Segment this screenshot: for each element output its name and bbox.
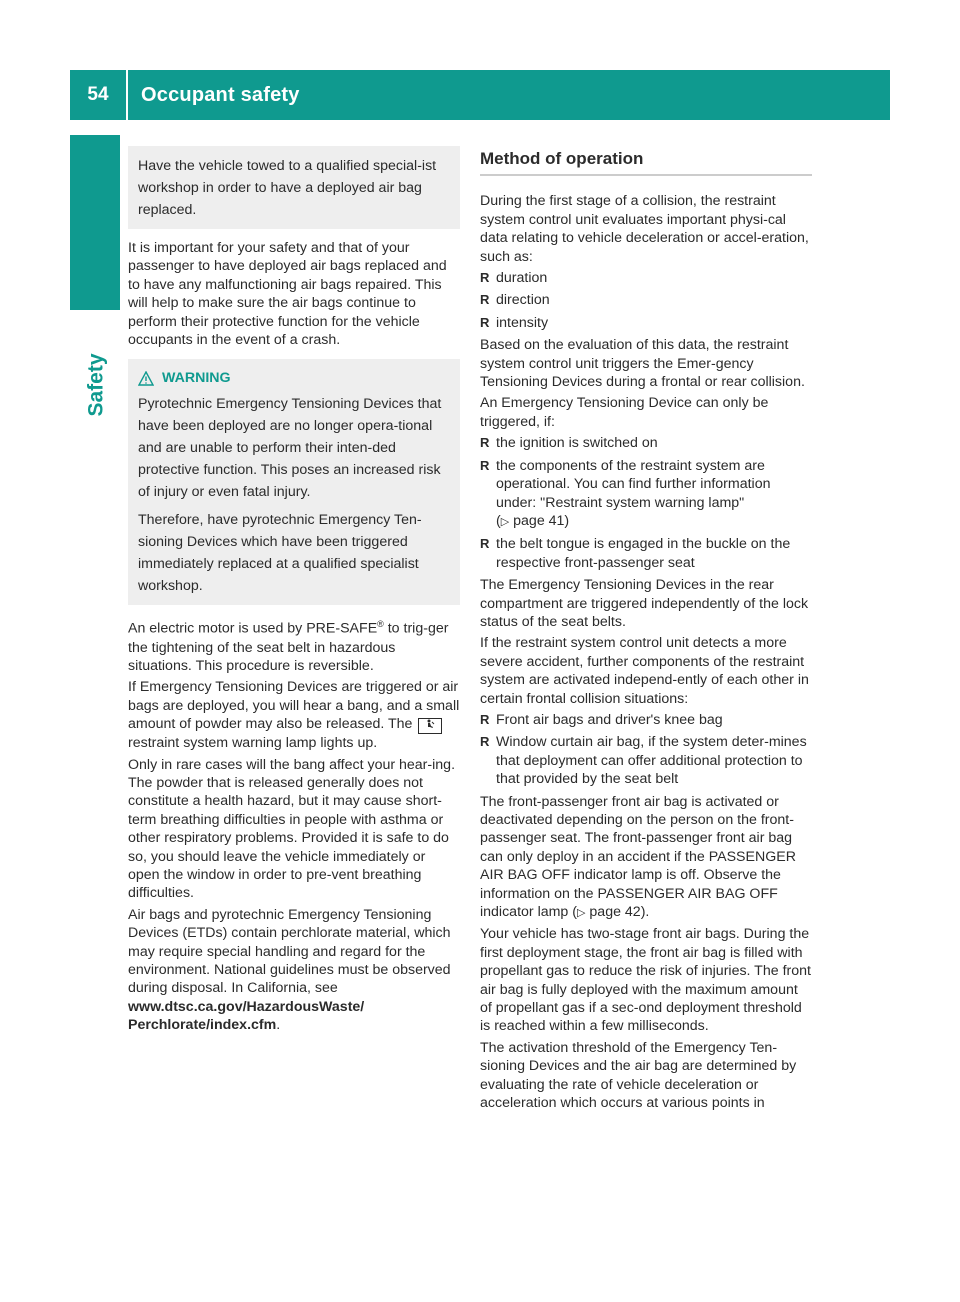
list-parameters <box>480 269 812 332</box>
list-item: R Window curtain air bag, if the system deter-mines that deployment can offer additional protection to that provided by the seat belt <box>480 734 807 788</box>
bang-text-cont: restraint system warning lamp lights up. <box>128 735 378 752</box>
paragraph-activation-threshold: The activation threshold of the Emergency Ten-sioning Devices and the air bag are determined by evaluating the rate of vehicle deceleration or acceleration which occurs at various points in <box>480 1039 797 1112</box>
paragraph-bang <box>128 678 460 752</box>
paragraph-first-stage: During the first stage of a collision, the restraint system control unit evaluates important physi-cal data relating to vehicle deceleration or accel-eration, such as: <box>480 193 809 265</box>
list-conditions <box>480 434 812 572</box>
perchlorate-link[interactable]: www.dtsc.ca.gov/HazardousWaste/ Perchlorate/index.cfm <box>128 998 365 1034</box>
paragraph-passenger-airbag: The front-passenger front air bag is activated or deactivated depending on the person on the front-passenger seat. The front-passenger front air bag can only deploy in an accident if the PASSENGER AIR BAG OFF indicator lamp is off. Observe the information on the PASSENGER AIR BAG OFF indicator lamp (▷ page 42). <box>480 793 796 921</box>
page-ref-42[interactable]: page 42). <box>585 904 650 921</box>
page-ref-41[interactable]: page 41) <box>509 512 570 529</box>
list-item: R the components of the restraint system are operational. You can find further information under: "Restraint system warning lamp" (▷ page 41) <box>480 457 771 529</box>
list-item: R duration <box>480 270 548 287</box>
page-number: 54 <box>87 84 109 105</box>
restraint-system-lamp-icon <box>418 718 442 734</box>
list-item: R the ignition is switched on <box>480 435 658 452</box>
list-components <box>480 711 812 789</box>
paragraph-evaluation: Based on the evaluation of this data, the restraint system control unit triggers the Emer-gency Tensioning Devices during a frontal or rear collision. <box>480 337 805 391</box>
left-column <box>128 146 460 1038</box>
page-title: Occupant safety <box>141 84 300 106</box>
bang-text: If Emergency Tensioning Devices are triggered or air bags are deployed, you will hear a bang, and a small amount of powder may also be released. The <box>128 679 460 733</box>
warning-text-2: Therefore, have pyrotechnic Emergency Ten-sioning Devices which have been triggered immediately replaced at a qualified specialist workshop. <box>138 512 422 595</box>
perchlorate-end: . <box>276 1017 281 1034</box>
perchlorate-text: Air bags and pyrotechnic Emergency Tensioning Devices (ETDs) contain perchlorate material, which may require special handling and regard for the environment. National guidelines must be observed during disposal. In California, see <box>128 906 451 997</box>
warning-box <box>128 359 460 605</box>
paragraph-airbag-replace: It is important for your safety and that of your passenger to have deployed air bags replaced and to have any malfunctioning air bags repaired. This will help to make sure the air bags continue to perform their protective function for the vehicle occupants in the event of a crash. <box>128 240 447 349</box>
paragraph-perchlorate <box>128 906 460 1035</box>
header-divider <box>126 70 128 120</box>
side-section-label: Safety <box>85 353 108 417</box>
warning-title: WARNING <box>162 370 231 387</box>
warning-text-1: Pyrotechnic Emergency Tensioning Devices that have been deployed are no longer opera-tional and are unable to perform their inten-ded protective function. This poses an increased risk of injury or even fatal injury. <box>138 396 442 501</box>
paragraph-severe-accident: If the restraint system control unit detects a more severe accident, further components of the restraint system are activated independ-ently of each other in certain frontal collision situations: <box>480 635 809 707</box>
list-item: R intensity <box>480 314 549 331</box>
list-item: R the belt tongue is engaged in the buckle on the respective front-passenger seat <box>480 536 791 571</box>
pre-safe-text-cont: to trig-ger the tightening of the seat belt in hazardous situations. This procedure is reversible. <box>128 621 449 674</box>
page-ref-arrow-icon: ▷ <box>577 907 586 920</box>
paragraph-rear-compartment: The Emergency Tensioning Devices in the rear compartment are triggered independently of the lock status of the seat belts. <box>480 577 809 630</box>
warning-triangle-icon <box>138 371 154 386</box>
pre-safe-text: An electric motor is used by PRE-SAFE <box>128 621 378 638</box>
paragraph-powder: Only in rare cases will the bang affect your hear-ing. The powder that is released generally does not constitute a health hazard, but it may cause short-term breathing difficulties in people with asthma or other respiratory problems. Provided it is safe to do so, you should leave the vehicle immediately or open the window in order to pre-vent breathing difficulties. <box>128 756 456 902</box>
list-item: R direction <box>480 292 550 309</box>
page-header <box>70 70 890 120</box>
paragraph-two-stage: Your vehicle has two-stage front air bags. During the first deployment stage, the front air bag is filled with propellant gas to reduce the risk of injuries. The front air bag is fully deployed with the maximum amount of propellant gas if a sec-ond deployment threshold is reached within a few milliseconds. <box>480 926 811 1035</box>
side-tab-block <box>70 135 120 310</box>
paragraph-conditions: An Emergency Tensioning Device can only be triggered, if: <box>480 395 769 430</box>
paragraph-pre-safe <box>128 615 460 675</box>
warning-heading <box>138 367 450 389</box>
section-heading: Method of operation <box>480 150 812 176</box>
list-item: R Front air bags and driver's knee bag <box>480 711 723 728</box>
page-ref-arrow-icon: ▷ <box>500 515 510 528</box>
registered-mark: ® <box>377 619 384 630</box>
right-column <box>480 150 812 1116</box>
note-text: Have the vehicle towed to a qualified special-ist workshop in order to have a deployed air bag replaced. <box>138 158 437 218</box>
note-box <box>128 146 460 229</box>
